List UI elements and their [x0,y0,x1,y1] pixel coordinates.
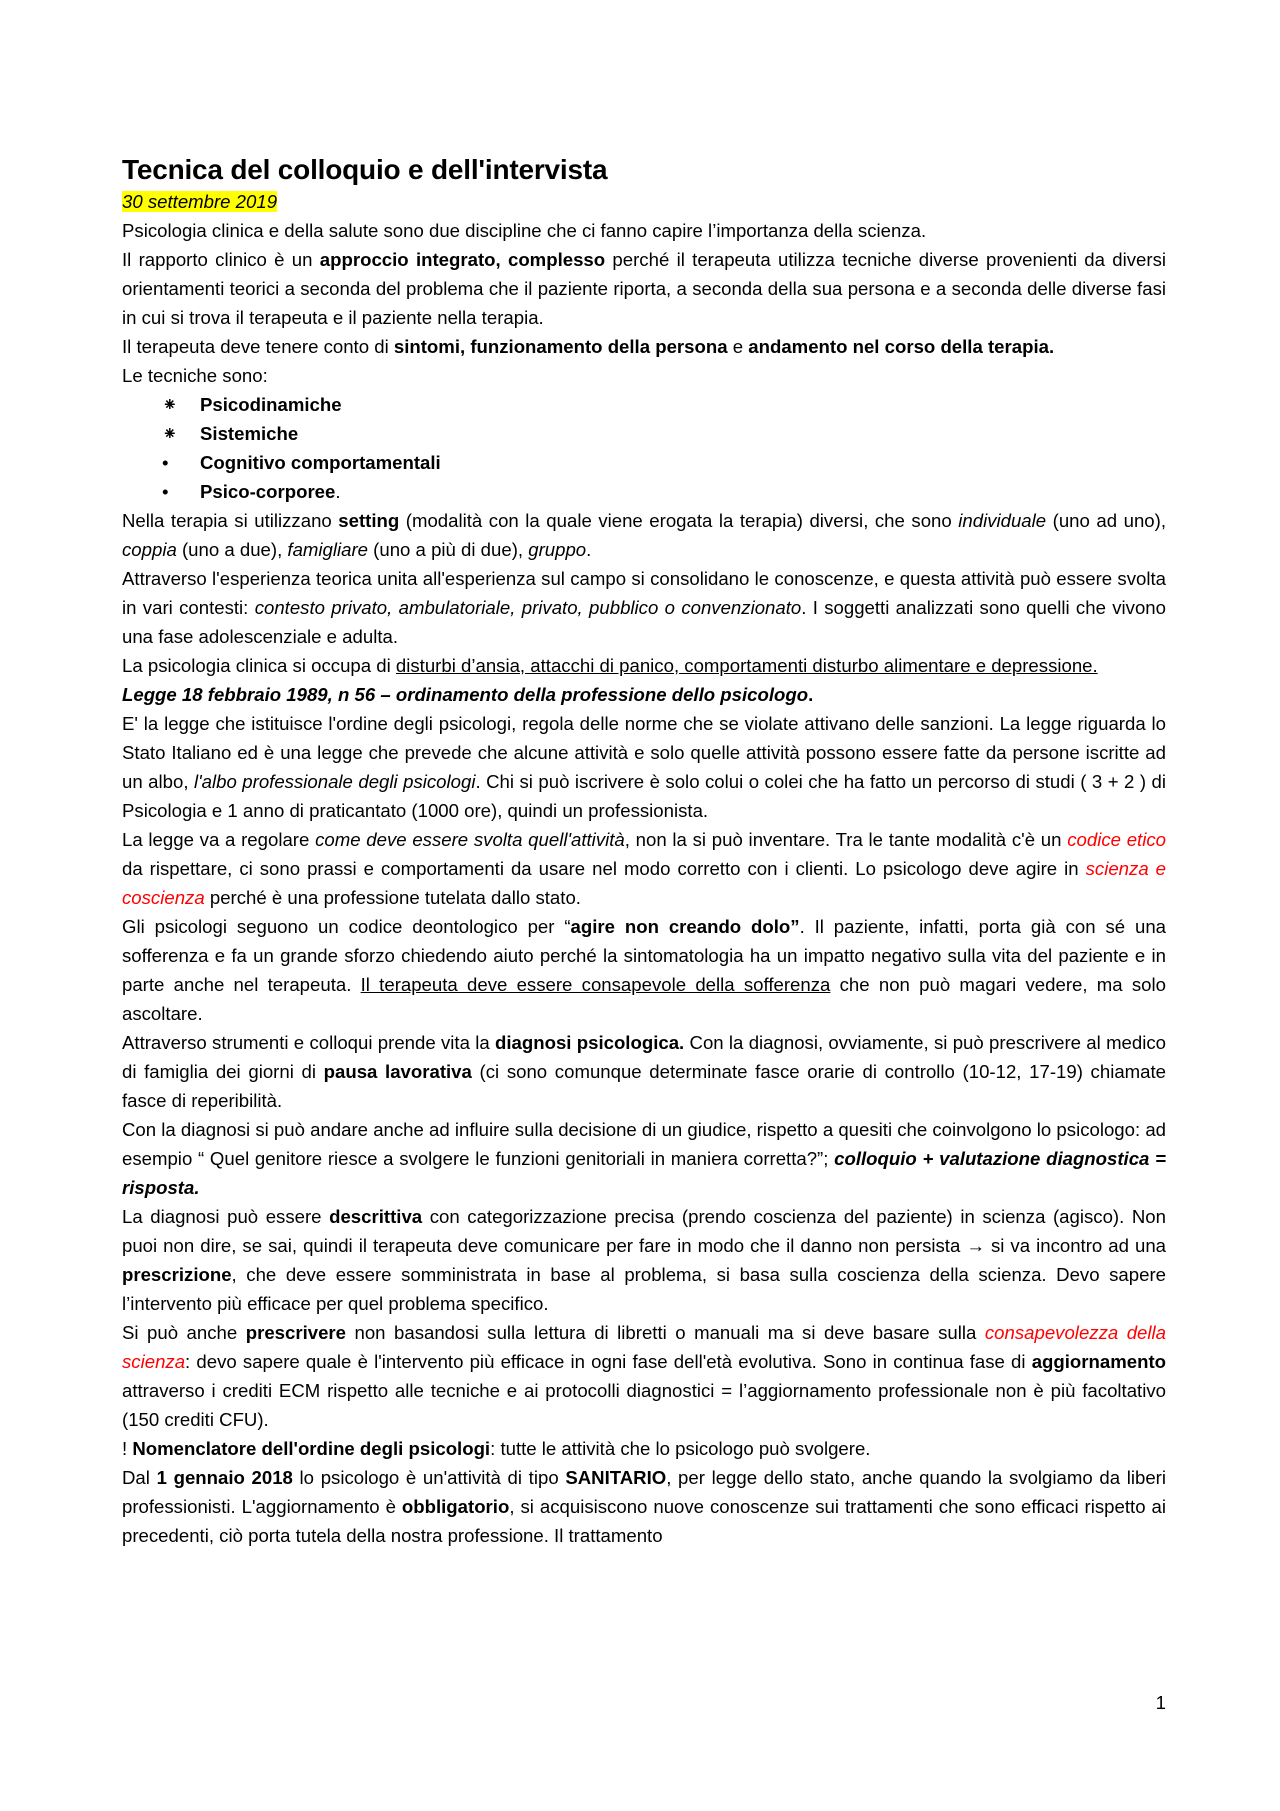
bold-text: aggiornamento [1031,1351,1166,1372]
list-item [162,448,1166,477]
text-run: Nella terapia si utilizzano [122,510,339,531]
text-run: Attraverso l'esperienza teorica unita all'esperienza sul campo si consolidano le conoscenze, e questa attività può essere svolta in vari contesti: [122,568,1166,618]
italic-text: coppia [122,539,177,560]
text-run: Con la diagnosi si può andare anche ad influire sulla decisione di un giudice, rispetto a quesiti che coinvolgono lo psicologo: ad esempio “ Quel genitore riesce a svolgere le funzioni genitoriali in maniera corretta?”; [122,1119,1167,1169]
text-run: , si acquisiscono nuove conoscenze sui trattamenti che sono efficaci rispetto ai precedenti, ciò porta tutela della nostra professione. Il trattamento [122,1496,1166,1546]
bold-text: andamento nel corso della terapia. [748,336,1055,357]
text-run: con categorizzazione precisa (prendo coscienza del paziente) in scienza (agisco). Non puoi non dire, se sai, quindi il terapeuta deve comunicare per fare in modo che il danno non persista [122,1206,1166,1256]
bullet-icon: ⁕ [162,423,178,444]
paragraph-nomenclator [122,1434,1166,1463]
technique-label: Sistemiche [200,423,299,444]
bold-text: agire non creando dolo” [570,916,800,937]
paragraph-intro: Psicologia clinica e della salute sono due discipline che ci fanno capire l’importanza della scienza. [122,220,927,241]
bold-text: prescrivere [245,1322,346,1343]
list-item [162,390,1166,419]
bold-italic-text: colloquio + valutazione diagnostica = risposta. [122,1148,1166,1198]
list-item [162,419,1166,448]
underlined-text: disturbi d’ansia, attacchi di panico, comportamenti disturbo alimentare e depressione. [395,655,1098,676]
red-italic-text: scienza e coscienza [122,858,1166,908]
bullet-icon: ⁕ [162,394,178,415]
bold-text: pausa lavorativa [323,1061,472,1082]
text-run: da rispettare, ci sono prassi e comportamenti da usare nel modo corretto con i clienti. Lo psicologo deve agire in [122,858,1086,879]
text-run: perché il terapeuta utilizza tecniche diverse provenienti da diversi orientamenti teorici a seconda del problema che il paziente riporta, a seconda della sua persona e a seconda delle diverse fasi in cui si trova il terapeuta e il paziente nella terapia. [122,249,1166,328]
technique-label: Psico-corporee [200,481,336,502]
text-run: : devo sapere quale è l'intervento più efficace in ogni fase dell'età evolutiva. Sono in continua fase di [185,1351,1032,1372]
italic-text: l'albo professionale degli psicologi [193,771,476,792]
paragraph-contexts [122,564,1166,651]
text-run: Il rapporto clinico è un [122,249,320,270]
text-run: E' la legge che istituisce l'ordine degli psicologi, regola delle norme che se violate attivano delle sanzioni. La legge riguarda lo Stato Italiano ed è una legge che prevede che alcune attività e solo quelle attività possono essere fatte da persone iscritte ad un albo, [122,713,1166,792]
paragraph-diagnosis [122,1028,1166,1115]
paragraph-disorders [122,651,1166,680]
list-item [162,477,1166,506]
paragraph-law [122,709,1166,825]
paragraph-techniques-intro: Le tecniche sono: [122,365,268,386]
paragraph-setting [122,506,1166,564]
italic-text: gruppo [528,539,587,560]
text-run: , per legge dello stato, anche quando la svolgiamo da liberi professionisti. L'aggiornamento è [122,1467,1166,1517]
paragraph-law-heading [122,680,1166,709]
text-run: perché è una professione tutelata dallo stato. [204,887,581,908]
paragraph-sanitary [122,1463,1166,1550]
text-run: . I soggetti analizzati sono quelli che vivono una fase adolescenziale e adulta. [122,597,1166,647]
text-run: e [727,336,749,357]
technique-label: Psicodinamiche [200,394,342,415]
red-italic-text: codice etico [1067,829,1166,850]
text-run: . [808,684,814,705]
date-highlight: 30 settembre 2019 [122,191,278,212]
text-run: Attraverso strumenti e colloqui prende vita la [122,1032,495,1053]
underlined-text: Il terapeuta deve essere consapevole della sofferenza [360,974,831,995]
bullet-icon: • [162,481,169,502]
bold-text: diagnosi psicologica. [495,1032,685,1053]
page-number: 1 [1155,1692,1166,1713]
text-run: . [335,481,341,502]
text-run: ! [122,1438,133,1459]
text-run: (uno ad uno), [1046,510,1166,531]
bold-text: obbligatorio [401,1496,510,1517]
paragraph-descriptive [122,1202,1166,1318]
text-run: . Il paziente, infatti, porta già con sé una sofferenza e fa un grande sforzo chiedendo aiuto perché la sintomatologia ha un impatto negativo sulla vita del paziente e in parte anche nel terapeuta. [122,916,1166,995]
text-run: , che deve essere somministrata in base al problema, si basa sulla coscienza della scienza. Devo sapere l’intervento più efficace per quel problema specifico. [122,1264,1166,1314]
bold-text: Nomenclatore dell'ordine degli psicologi [132,1438,491,1459]
text-run: . [586,539,592,560]
italic-text: individuale [958,510,1047,531]
text-run: (uno a più di due), [368,539,529,560]
text-run: , non la si può inventare. Tra le tante modalità c'è un [624,829,1068,850]
paragraph-prescribe [122,1318,1166,1434]
text-run: che non può magari vedere, ma solo ascoltare. [122,974,1166,1024]
bullet-icon: • [162,452,169,473]
bold-text: descrittiva [329,1206,423,1227]
text-run: La psicologia clinica si occupa di [122,655,396,676]
italic-text: come deve essere svolta quell'attività [315,829,625,850]
text-run: (uno a due), [176,539,288,560]
text-run: : tutte le attività che lo psicologo può svolgere. [490,1438,871,1459]
text-run: La legge va a regolare [122,829,316,850]
italic-text: famigliare [287,539,369,560]
text-run: Gli psicologi seguono un codice deontologico per “ [122,916,571,937]
law-title: Legge 18 febbraio 1989, n 56 – ordinamento della professione dello psicologo [122,684,809,705]
paragraph-judge [122,1115,1166,1202]
text-run: Con la diagnosi, ovviamente, si può prescrivere al medico di famiglia dei giorni di [122,1032,1167,1082]
text-run: Il terapeuta deve tenere conto di [122,336,394,357]
paragraph-regulation [122,825,1166,912]
text-run: lo psicologo è un'attività di tipo [292,1467,566,1488]
text-run: (ci sono comunque determinate fasce orarie di controllo (10-12, 17-19) chiamate fasce di reperibilità. [122,1061,1166,1111]
red-italic-text: consapevolezza della scienza [122,1322,1167,1372]
document-title: Tecnica del colloquio e dell'intervista [122,154,608,185]
bold-text: setting [338,510,400,531]
text-run: attraverso i crediti ECM rispetto alle tecniche e ai protocolli diagnostici = l’aggiornamento professionale non è più facoltativo (150 crediti CFU). [122,1380,1166,1430]
text-run: si va incontro ad una [984,1235,1167,1256]
bold-text: approccio integrato, complesso [319,249,606,270]
paragraph-therapist-considers [122,332,1166,361]
technique-label: Cognitivo comportamentali [200,452,441,473]
arrow-right-icon: → [966,1235,985,1256]
italic-text: contesto privato, ambulatoriale, privato, pubblico o convenzionato [254,597,802,618]
bold-text: prescrizione [122,1264,232,1285]
paragraph-deontological-code [122,912,1166,1028]
document-body [122,152,1166,1550]
bold-text: 1 gennaio 2018 [156,1467,293,1488]
bold-text: sintomi, funzionamento della persona [393,336,728,357]
text-run: La diagnosi può essere [122,1206,330,1227]
text-run: (modalità con la quale viene erogata la terapia) diversi, che sono [399,510,959,531]
bold-text: SANITARIO [565,1467,667,1488]
techniques-list [122,390,1166,506]
text-run: Dal [122,1467,157,1488]
lesson-date [122,188,1166,216]
text-run: . Chi si può iscrivere è solo colui o colei che ha fatto un percorso di studi ( 3 + 2 ) di Psicologia e 1 anno di praticantato (1000 ore), quindi un professionista. [122,771,1166,821]
text-run: non basandosi sulla lettura di libretti o manuali ma si deve basare sulla [346,1322,985,1343]
paragraph-clinical-relationship [122,245,1166,332]
text-run: Si può anche [122,1322,246,1343]
